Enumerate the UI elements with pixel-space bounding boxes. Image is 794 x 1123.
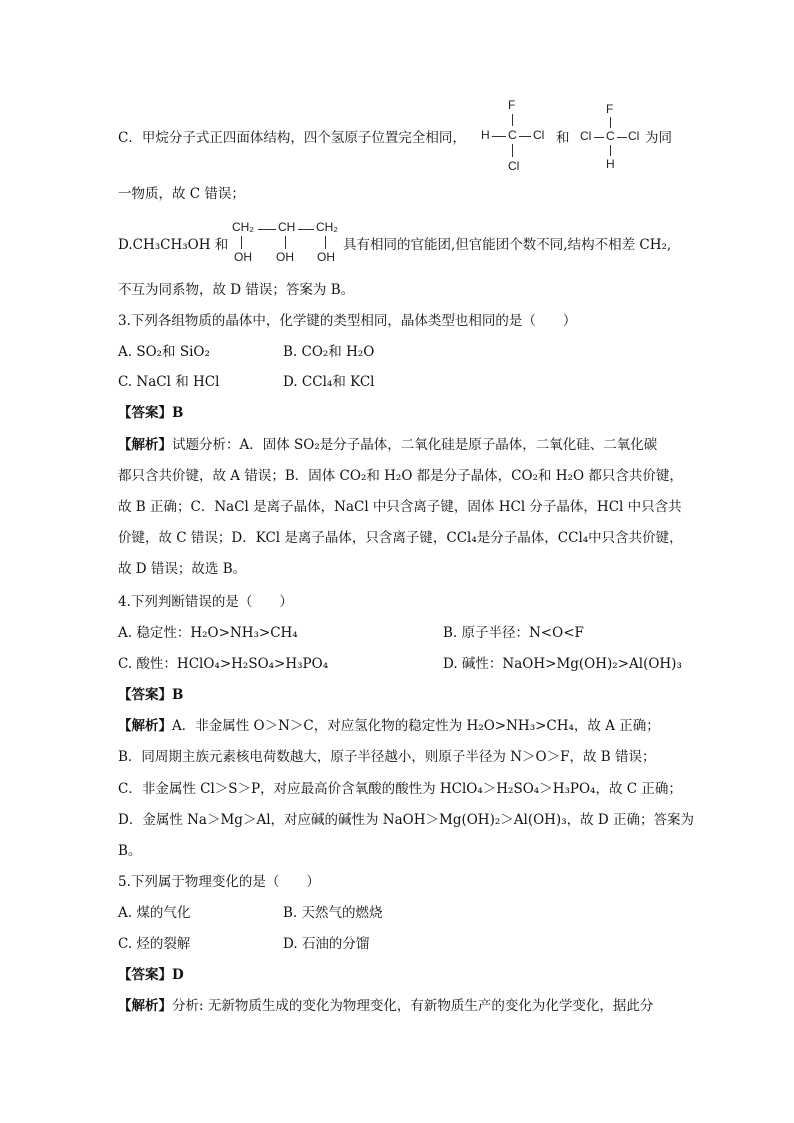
bond-line [519,136,531,137]
glycerol-c3: CH₂ [316,220,338,234]
bond-line [594,137,604,138]
glycerol-structure [232,220,344,268]
bond-line [298,229,314,230]
q4-option-c: C. 酸性：HClO₄>H₂SO₄>H₃PO₄ [118,656,329,672]
analysis-text: 分析: 无新物质生成的变化为物理变化，有新物质生产的变化为化学变化，据此分 [172,998,654,1014]
q4-analysis-line3: C．非金属性 Cl＞S＞P，对应最高价含氧酸的酸性为 HClO₄＞H₂SO₄＞H₃PO₄，故 C 正确； [118,781,682,797]
bond-line [258,229,276,230]
q3-option-d: D. CCl₄和 KCl [283,374,375,390]
q5-option-d: D. 石油的分馏 [283,936,370,952]
q5-option-b: B. 天然气的燃烧 [283,905,383,921]
bond-line [285,236,286,249]
q4-analysis-line2: B．同周期主族元素核电荷数越大，原子半径越小，则原子半径为 N＞O＞F，故 B 错误； [118,749,656,765]
bond-line [325,236,326,249]
analysis-text: 试题分析：A．固体 SO₂是分子晶体，二氧化硅是原子晶体，二氧化硅、二氧化碳 [172,437,658,453]
q3-answer: 【答案】B [118,405,184,421]
bond-line [610,145,611,156]
q2-c-line2: 一物质，故 C 错误； [118,186,245,202]
q3-analysis-line5: 故 D 错误；故选 B。 [118,561,247,577]
q5-analysis-line1 [118,996,653,1016]
glycerol-oh2: OH [276,250,294,264]
q3-analysis-line1 [118,435,657,455]
q2-c-line1: C．甲烷分子式正四面体结构，四个氢原子位置完全相同， [118,130,466,146]
structure-formula-1 [480,98,550,178]
mol2-center-atom: C [606,129,615,143]
q4-answer: 【答案】B [118,687,184,703]
q4-stem: 4.下列判断错误的是（ ） [118,594,293,610]
q4-option-a: A. 稳定性：H₂O>NH₃>CH₄ [118,625,298,641]
mol2-bottom-atom: H [606,157,615,171]
q3-stem: 3.下列各组物质的晶体中，化学键的类型相同，晶体类型也相同的是（ ） [118,313,577,329]
q4-analysis-line1 [118,716,660,736]
mol1-left-atom: H [481,128,490,142]
q4-analysis-line5: B。 [118,843,142,859]
q4-option-d: D. 碱性：NaOH>Mg(OH)₂>Al(OH)₃ [443,656,682,672]
q3-analysis-line2: 都只含共价键，故 A 错误；B．固体 CO₂和 H₂O 都是分子晶体，CO₂和 H₂O 都只含共价键， [118,468,683,484]
q2-d-prefix: D.CH₃CH₃OH 和 [118,237,229,253]
q5-option-a: A. 煤的气化 [118,905,191,921]
structure-formula-2 [580,102,650,178]
mol2-left-atom: Cl [580,129,592,143]
analysis-label: 【解析】 [118,998,172,1014]
analysis-label: 【解析】 [118,437,172,453]
bond-line [241,236,242,249]
analysis-label: 【解析】 [118,718,172,734]
bond-line [492,136,506,137]
q2-c-and: 和 [556,130,570,146]
q2-d-line2: 不互为同系物，故 D 错误；答案为 B。 [118,282,355,298]
q3-analysis-line3: 故 B 正确；C．NaCl 是离子晶体，NaCl 中只含离子键，固体 HCl 分子晶体，HCl 中只含共 [118,499,682,515]
mol2-right-atom: Cl [628,129,640,143]
q3-option-b: B. CO₂和 H₂O [283,344,375,360]
glycerol-oh1: OH [234,250,252,264]
q5-stem: 5.下列属于物理变化的是（ ） [118,874,320,890]
glycerol-c2: CH [278,220,296,234]
mol1-right-atom: Cl [533,128,545,142]
q5-answer: 【答案】D [118,967,184,983]
bond-line [512,144,513,157]
q5-option-c: C. 烃的裂解 [118,936,191,952]
analysis-text: A．非金属性 O＞N＞C，对应氢化物的稳定性为 H₂O>NH₃>CH₄，故 A 正确； [172,718,660,734]
bond-line [512,114,513,126]
glycerol-c1: CH₂ [232,220,254,234]
q3-option-c: C. NaCl 和 HCl [118,374,220,390]
q3-analysis-line4: 价键，故 C 错误；D．KCl 是离子晶体，只含离子键，CCl₄是分子晶体，CCl₄中只含共价键， [118,530,683,546]
mol1-center-atom: C [508,128,517,142]
mol1-bottom-atom: Cl [508,159,520,173]
mol2-top-atom: F [606,102,614,116]
q4-option-b: B. 原子半径：N<O<F [443,625,584,641]
bond-line [617,137,627,138]
mol1-top-atom: F [508,98,516,112]
bond-line [610,117,611,128]
q2-d-suffix: 具有相同的官能团,但官能团个数不同,结构不相差 CH₂, [343,237,672,253]
q2-c-same: 为同 [645,130,672,146]
q4-analysis-line4: D．金属性 Na＞Mg＞Al，对应碱的碱性为 NaOH＞Mg(OH)₂＞Al(OH)₃，故 D 正确；答案为 [118,812,695,828]
q3-option-a: A. SO₂和 SiO₂ [118,344,210,360]
glycerol-oh3: OH [317,250,335,264]
